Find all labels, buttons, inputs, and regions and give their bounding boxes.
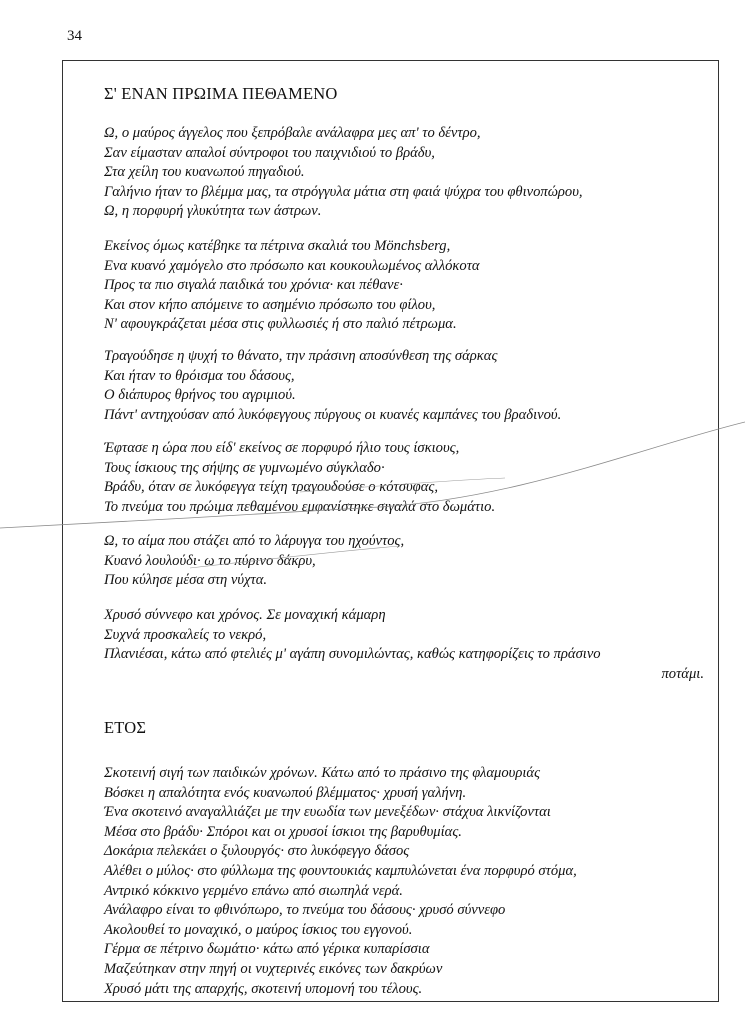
poem-1-stanza-6	[104, 606, 704, 684]
poem-line: Κυανό λουλούδι· ω το πύρινο δάκρυ,	[104, 552, 316, 569]
poem-line-continuation: ποτάμι.	[661, 665, 704, 682]
poem-line: Σκοτεινή σιγή των παιδικών χρόνων. Κάτω από το πράσινο της φλαμουριάς	[104, 765, 540, 781]
poem-line: Ανάλαφρο είναι το φθινόπωρο, το πνεύμα του δάσους· χρυσό σύννεφο	[104, 902, 506, 919]
poem-line: Ακολουθεί το μοναχικό, ο μαύρος ίσκιος του εγγονού.	[104, 921, 413, 938]
poem-line: Τους ίσκιους της σήψης σε γυμνωμένο σύγκλαδο·	[104, 459, 385, 476]
poem-line: Το πνεύμα του πρώιμα πεθαμένου εμφανίστηκε σιγαλά στο δωμάτιο.	[104, 498, 496, 515]
poem-line: Χρυσό σύννεφο και χρόνος. Σε μοναχική κάμαρη	[104, 607, 386, 623]
poem-1-stanza-1	[104, 124, 704, 222]
poem-line: Δοκάρια πελεκάει ο ξυλουργός· στο λυκόφεγγο δάσος	[104, 843, 410, 860]
poem-2-body	[104, 764, 704, 999]
poem-line: Πλανιέσαι, κάτω από φτελιές μ' αγάπη συνομιλώντας, καθώς κατηφορίζεις το πράσινο	[104, 646, 601, 663]
poem-line: Πάντ' αντηχούσαν από λυκόφεγγους πύργους οι κυανές καμπάνες του βραδινού.	[104, 406, 562, 423]
poem-line: Εκείνος όμως κατέβηκε τα πέτρινα σκαλιά του Mönchsberg,	[104, 238, 451, 254]
poem-line: Γέρμα σε πέτρινο δωμάτιο· κάτω από γέρικα κυπαρίσσια	[104, 941, 430, 958]
poem-line: Ο διάπυρος θρήνος του αγριμιού.	[104, 387, 296, 404]
poem-line: Ω, ο μαύρος άγγελος που ξεπρόβαλε ανάλαφρα μες απ' το δέντρο,	[104, 125, 481, 141]
poem-line: Συχνά προσκαλείς το νεκρό,	[104, 626, 267, 643]
poem-line: Γαλήνιο ήταν το βλέμμα μας, τα στρόγγυλα μάτια στη φαιά ψύχρα του φθινοπώρου,	[104, 183, 583, 200]
page-number: 34	[67, 28, 82, 44]
poem-1-stanza-4	[104, 439, 704, 517]
poem-line: Προς τα πιο σιγαλά παιδικά του χρόνια· και πέθανε·	[104, 277, 403, 294]
poem-1-stanza-2	[104, 237, 704, 335]
poem-line: Μαζεύτηκαν στην πηγή οι νυχτερινές εικόνες των δακρύων	[104, 960, 443, 977]
poem-line: Τραγούδησε η ψυχή το θάνατο, την πράσινη αποσύνθεση της σάρκας	[104, 348, 498, 364]
poem-2-title: ΕΤΟΣ	[104, 718, 147, 737]
poem-line: Ω, το αίμα που στάζει από το λάρυγγα του ηχούντος,	[104, 533, 405, 549]
poem-line: Αντρικό κόκκινο γερμένο επάνω από σιωπηλά νερά.	[104, 882, 403, 899]
poem-line: Που κύλησε μέσα στη νύχτα.	[104, 572, 268, 589]
poem-1-title: Σ' ΕΝΑΝ ΠΡΩΙΜΑ ΠΕΘΑΜΕΝΟ	[104, 84, 338, 103]
poem-1-stanza-5	[104, 532, 704, 591]
poem-line: Αλέθει ο μύλος· στο φύλλωμα της φουντουκιάς καμπυλώνεται ένα πορφυρό στόμα,	[104, 862, 577, 879]
poem-1-stanza-3	[104, 347, 704, 425]
poem-line: Στα χείλη του κυανωπού πηγαδιού.	[104, 164, 305, 181]
poem-line: Ω, η πορφυρή γλυκύτητα των άστρων.	[104, 203, 322, 220]
poem-line: Έφτασε η ώρα που είδ' εκείνος σε πορφυρό ήλιο τους ίσκιους,	[104, 440, 460, 456]
poem-line: Σαν είμασταν απαλοί σύντροφοι του παιχνιδιού το βράδυ,	[104, 144, 435, 161]
poem-line: Και στον κήπο απόμεινε το ασημένιο πρόσωπο του φίλου,	[104, 296, 436, 313]
poem-line: Ν' αφουγκράζεται μέσα στις φυλλωσιές ή στο παλιό πέτρωμα.	[104, 316, 457, 333]
poem-line: Και ήταν το θρόισμα του δάσους,	[104, 367, 295, 384]
poem-line: Βράδυ, όταν σε λυκόφεγγα τείχη τραγουδούσε ο κότσυφας,	[104, 479, 438, 496]
poem-line: Ενα κυανό χαμόγελο στο πρόσωπο και κουκουλωμένος αλλόκοτα	[104, 257, 480, 274]
poem-line: Ένα σκοτεινό αναγαλλιάζει με την ευωδία των μενεξέδων· στάχυα λικνίζονται	[104, 804, 551, 821]
poem-line: Μέσα στο βράδυ· Σπόροι και οι χρυσοί ίσκιοι της βαρυθυμίας.	[104, 823, 462, 840]
poem-line: Βόσκει η απαλότητα ενός κυανωπού βλέμματος· χρυσή γαλήνη.	[104, 784, 467, 801]
poem-line: Χρυσό μάτι της απαρχής, σκοτεινή υπομονή του τέλους.	[104, 980, 423, 997]
